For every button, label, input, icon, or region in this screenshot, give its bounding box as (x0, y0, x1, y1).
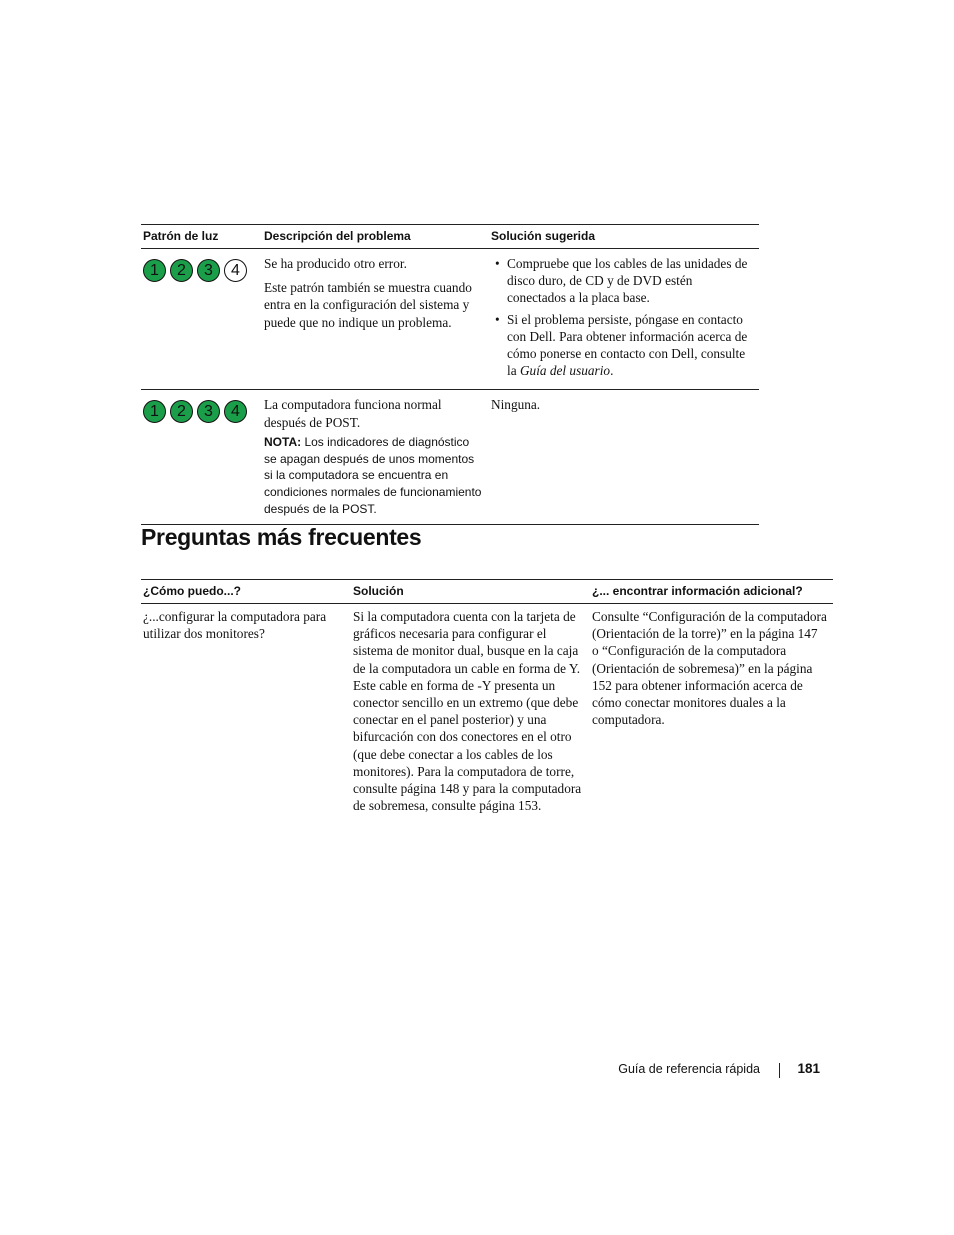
header-additional-info: ¿... encontrar información adicional? (592, 584, 803, 598)
header-problem-description: Descripción del problema (264, 229, 411, 243)
led-1-on-icon: 1 (143, 259, 166, 282)
table-header-row (141, 580, 833, 604)
description-text: Este patrón también se muestra cuando entra en la configuración del sistema y puede que no indique un problema. (264, 280, 472, 330)
solution-text: Si el problema persiste, póngase en contacto con Dell. Para obtener información acerca de cómo ponerse en contacto con Dell, consulte la (507, 311, 748, 379)
page-footer (560, 1061, 820, 1081)
user-guide-reference: Guía del usuario (519, 363, 611, 379)
solution-text: Ninguna. (491, 397, 541, 413)
note-text: Los indicadores de diagnóstico se apagan después de unos momentos si la computadora se encuentra en condiciones normales de funcionamiento después de la POST. (264, 434, 482, 517)
solution-text: Compruebe que los cables de las unidades de disco duro, de CD y de DVD estén conectados a la placa base. (507, 256, 748, 306)
table-row (141, 390, 759, 524)
description-text: Se ha producido otro error. (264, 256, 407, 271)
led-pattern (143, 400, 256, 423)
footer-divider (779, 1063, 780, 1078)
led-pattern (143, 259, 256, 282)
light-pattern-cell (141, 390, 262, 524)
solution-cell (489, 249, 759, 390)
led-3-on-icon: 3 (197, 259, 220, 282)
note-label: NOTA: (264, 434, 302, 449)
footer-title: Guía de referencia rápida (618, 1062, 760, 1076)
problem-description-cell (262, 249, 489, 390)
led-4-on-icon: 4 (224, 400, 247, 423)
header-solution: Solución (353, 584, 404, 598)
led-2-on-icon: 2 (170, 259, 193, 282)
list-item (507, 255, 753, 307)
led-4-off-icon: 4 (224, 259, 247, 282)
page-number: 181 (797, 1061, 820, 1076)
led-1-on-icon: 1 (143, 400, 166, 423)
problem-description-cell (262, 390, 489, 524)
solution-list (491, 255, 753, 379)
faq-solution-cell: Si la computadora cuenta con la tarjeta de gráficos necesaria para configurar el sistema de monitor dual, busque en la caja de la computadora un cable en forma de Y. Este cable en forma de -Y presenta un conector sencillo en un extremo (que debe conectar en el panel posterior) y una bifurcación con dos conectores en el otro (que debe conectar a los cables de los monitores). Para la computadora de torre, consulte página 148 y para la computadora de sobremesa, consulte página 153. (353, 609, 582, 814)
diagnostic-lights-table (141, 224, 759, 525)
table-row (141, 249, 759, 390)
section-title: Preguntas más frecuentes (141, 524, 422, 550)
description-text: La computadora funciona normal después de POST. (264, 397, 442, 430)
header-suggested-solution: Solución sugerida (491, 229, 596, 243)
table-header-row (141, 225, 759, 249)
note (264, 434, 483, 518)
solution-cell (489, 390, 759, 524)
question-cell: ¿...configurar la computadora para utilizar dos monitores? (143, 609, 327, 642)
header-light-pattern: Patrón de luz (143, 229, 219, 243)
led-3-on-icon: 3 (197, 400, 220, 423)
faq-table (141, 579, 833, 814)
table-row (141, 604, 833, 815)
led-2-on-icon: 2 (170, 400, 193, 423)
light-pattern-cell (141, 249, 262, 390)
list-item (507, 311, 753, 380)
additional-info-cell: Consulte “Configuración de la computadora (Orientación de la torre)” en la página 147 o “Configuración de la computadora (Orientación de sobremesa)” en la página 152 para obtener información acerca de cómo conectar monitores duales a la computadora. (592, 609, 827, 728)
header-how-can-i: ¿Cómo puedo...? (143, 584, 241, 598)
solution-punctuation: . (610, 363, 614, 379)
